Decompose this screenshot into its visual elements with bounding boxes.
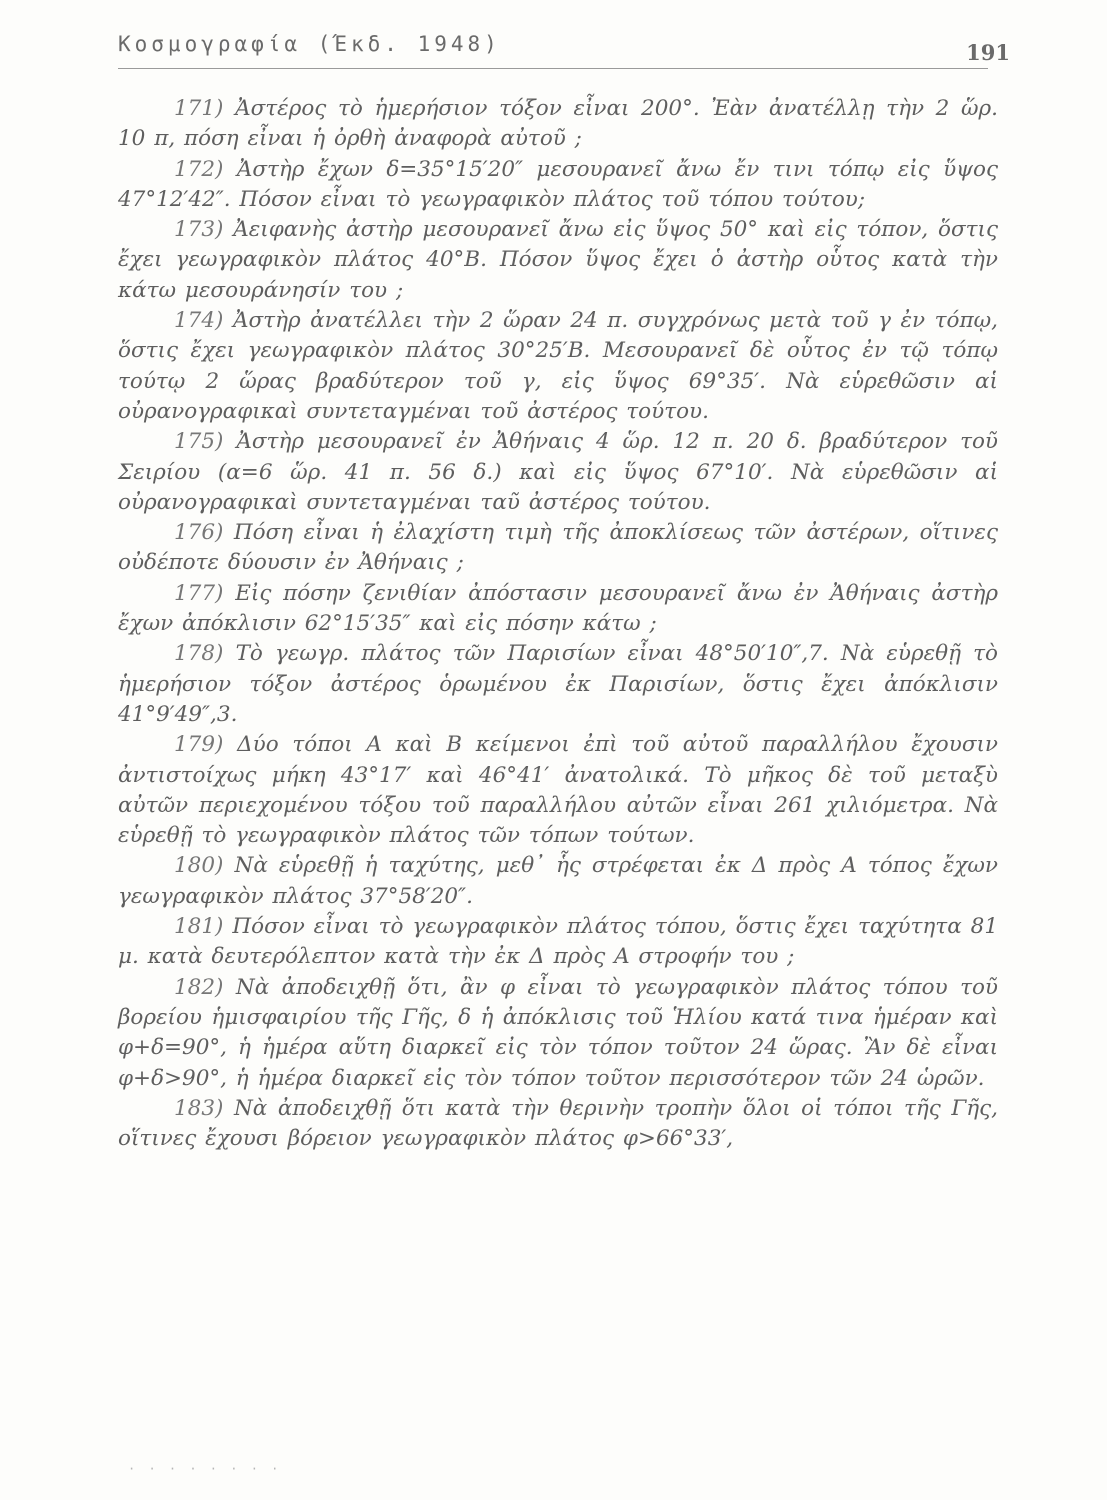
problem-number: 183) (174, 1095, 224, 1121)
problem-text: Τὸ γεωγρ. πλάτος τῶν Παρισίων εἶναι 48°50′10″,7. Νὰ εὑρεθῇ τὸ ἡμερήσιον τόξον ἀστέρος ὁρωμένου ἐκ Παρισίων, ὅστις ἔχει ἀπόκλισιν 41°9′49″,3. (118, 641, 998, 727)
problems-list (118, 94, 998, 1154)
problem-171 (118, 94, 998, 155)
problem-number: 177) (174, 580, 224, 606)
problem-182 (118, 973, 998, 1094)
problem-text: Δύο τόποι Α καὶ Β κείμενοι ἐπὶ τοῦ αὐτοῦ παραλλήλου ἔχουσιν ἀντιστοίχως μήκη 43°17′ καὶ 46°41′ ἀνατολικά. Τὸ μῆκος δὲ τοῦ μεταξὺ αὐτῶν περιεχομένου τόξου τοῦ παραλλήλου αὐτῶν εἶναι 261 χιλιόμετρα. Νὰ εὑρεθῇ τὸ γεωγραφικὸν πλάτος τῶν τόπων τούτων. (118, 732, 998, 849)
problem-text: Πόση εἶναι ἡ ἐλαχίστη τιμὴ τῆς ἀποκλίσεως τῶν ἀστέρων, οἵτινες οὐδέποτε δύουσιν ἐν Ἀθήναις ; (118, 520, 998, 576)
problem-172 (118, 155, 998, 216)
problem-text: Εἰς πόσην ζενιθίαν ἀπόστασιν μεσουρανεῖ ἄνω ἐν Ἀθήναις ἀστὴρ ἔχων ἀπόκλισιν 62°15′35″ καὶ εἰς πόσην κάτω ; (118, 580, 998, 637)
problem-181 (118, 912, 998, 973)
header-title: Κοσμογραφία (Έκδ. 1948) (118, 32, 501, 56)
problem-number: 172) (174, 156, 224, 182)
problem-number: 171) (174, 96, 224, 121)
problem-text: Ἀστέρος τὸ ἡμερήσιον τόξον εἶναι 200°. Ἐὰν ἀνατέλλῃ τὴν 2 ὥρ. 10 π, πόση εἶναι ἡ ὀρθὴ ἀναφορὰ αὐτοῦ ; (118, 96, 998, 152)
problem-text: Νὰ ἀποδειχθῇ ὅτι, ἂν φ εἶναι τὸ γεωγραφικὸν πλάτος τόπου τοῦ βορείου ἡμισφαιρίου τῆς Γῆς, δ ἡ ἀπόκλισις τοῦ Ἡλίου κατά τινα ἡμέραν καὶ φ+δ=90°, ἡ ἡμέρα αὕτη διαρκεῖ εἰς τὸν τόπον τοῦτον 24 ὥρας. Ἂν δὲ εἶναι φ+δ>90°, ἡ ἡμέρα διαρκεῖ εἰς τὸν τόπον τοῦτον περισσότερον τῶν 24 ὡρῶν. (118, 974, 998, 1091)
problem-text: Πόσον εἶναι τὸ γεωγραφικὸν πλάτος τόπου, ὅστις ἔχει ταχύτητα 81 μ. κατὰ δευτερόλεπτον κατὰ τὴν ἐκ Δ πρὸς Α στροφήν του ; (118, 914, 998, 970)
page-number: 191 (966, 40, 1010, 65)
problem-175 (118, 427, 998, 518)
scan-smudge-mark: · · · · · · · · (128, 1462, 282, 1476)
problem-number: 173) (174, 217, 224, 243)
problem-178 (118, 639, 998, 730)
problem-177 (118, 579, 998, 640)
running-header (118, 28, 1010, 68)
problem-174 (118, 306, 998, 427)
problem-179 (118, 730, 998, 851)
problem-text: Ἀστὴρ μεσουρανεῖ ἐν Ἀθήναις 4 ὥρ. 12 π. 20 δ. βραδύτερον τοῦ Σειρίου (α=6 ὥρ. 41 π. 56 δ.) καὶ εἰς ὕψος 67°10′. Νὰ εὑρεθῶσιν αἱ οὐρανογραφικαὶ συντεταγμέναι ταῦ ἀστέρος τούτου. (118, 429, 998, 515)
header-rule (118, 68, 988, 69)
problem-text: Ἀστὴρ ἀνατέλλει τὴν 2 ὥραν 24 π. συγχρόνως μετὰ τοῦ γ ἐν τόπῳ, ὅστις ἔχει γεωγραφικὸν πλάτος 30°25′Β. Μεσουρανεῖ δὲ οὗτος ἐν τῷ τόπῳ τούτῳ 2 ὥρας βραδύτερον τοῦ γ, εἰς ὕψος 69°35′. Νὰ εὑρεθῶσιν αἱ οὐρανογραφικαὶ συντεταγμέναι τοῦ ἀστέρος τούτου. (118, 308, 998, 424)
problem-180 (118, 851, 998, 912)
problem-173 (118, 215, 998, 306)
problem-number: 180) (174, 853, 224, 879)
problem-number: 182) (174, 974, 224, 1000)
problem-183 (118, 1094, 998, 1155)
problem-176 (118, 518, 998, 579)
problem-text: Νὰ ἀποδειχθῇ ὅτι κατὰ τὴν θερινὴν τροπὴν ὅλοι οἱ τόποι τῆς Γῆς, οἵτινες ἔχουσι βόρειον γεωγραφικὸν πλάτος φ>66°33′, (118, 1095, 998, 1152)
problem-text: Ἀειφανὴς ἀστὴρ μεσουρανεῖ ἄνω εἰς ὕψος 50° καὶ εἰς τόπον, ὅστις ἔχει γεωγραφικὸν πλάτος 40°Β. Πόσον ὕψος ἔχει ὁ ἀστὴρ οὗτος κατὰ τὴν κάτω μεσουράνησίν του ; (118, 217, 998, 303)
problem-number: 174) (174, 308, 224, 334)
problem-text: Νὰ εὑρεθῇ ἡ ταχύτης, μεθ᾽ ἧς στρέφεται ἐκ Δ πρὸς Α τόπος ἔχων γεωγραφικὸν πλάτος 37°58′20″. (118, 853, 998, 909)
problem-number: 181) (174, 914, 224, 940)
problem-number: 179) (174, 732, 224, 758)
problem-number: 175) (174, 429, 224, 455)
problem-number: 178) (174, 641, 224, 667)
problem-text: Ἀστὴρ ἔχων δ=35°15′20″ μεσουρανεῖ ἄνω ἔν τινι τόπῳ εἰς ὕψος 47°12′42″. Πόσον εἶναι τὸ γεωγραφικὸν πλάτος τοῦ τόπου τούτου; (118, 156, 998, 212)
problem-number: 176) (174, 520, 224, 546)
